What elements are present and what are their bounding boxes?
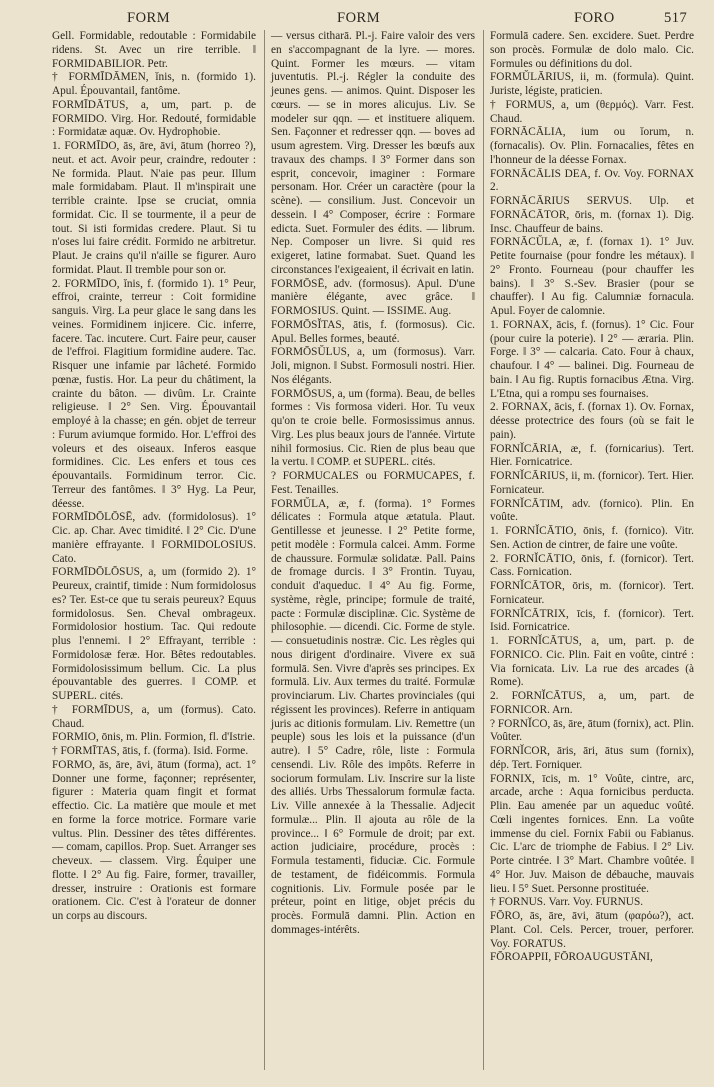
dictionary-entry: 1. FORNĬCĀTIO, ōnis, f. (fornico). Vitr. Sen. Action de cintrer, de faire une voûte. xyxy=(490,525,694,551)
dictionary-entry: † FORMUS, a, um (θερμός). Varr. Fest. Chaud. xyxy=(490,98,694,125)
dictionary-entry: FORMŌSUS, a, um (forma). Beau, de belles formes : Vis formosa videri. Hor. Tu veux qu'on te croie belle. Formosissimus annus. Virg. Les plus beaux jours de l'année. Virtute nihil formosius. Cic. Rien de plus beau que la vertu. ‖ COMP. et SUPERL. cités. xyxy=(271,387,475,469)
dictionary-entry: ? FORMUCALES ou FORMUCAPES, f. Fest. Tenailles. xyxy=(271,470,475,496)
dictionary-entry: FORMĪDŌLŌSUS, a, um (formido 2). 1° Peureux, craintif, timide : Num formidolosus es? Ter. Est-ce que tu serais peureux? Equus formidolosus. Sen. Cheval ombrageux. Formidolosior hostium. Tac. Qui redoute plus l'ennemi. ‖ 2° Effrayant, terrible : Formidolosæ feræ. Hor. Bêtes redoutables. Formidolosissimum bellum. Cic. La plus épouvantable des guerres. ‖ COMP. et SUPERL. cités. xyxy=(52,566,256,702)
dictionary-entry: FORNĬCĀTIM, adv. (fornico). Plin. En voûte. xyxy=(490,497,694,524)
dictionary-entry: FŌROAPPII, FŌROAUGUSTĀNI, xyxy=(490,951,653,964)
dictionary-entry: FORNĬCĀTOR, ōris, m. (fornicor). Tert. Fornicateur. xyxy=(490,580,694,606)
column-middle xyxy=(264,30,475,1070)
page-number: 517 xyxy=(664,10,688,26)
dictionary-entry: FORNĬCĀRIUS, ii, m. (fornicor). Tert. Hier. Fornicateur. xyxy=(490,470,694,496)
dictionary-entry: FORMŌSŬLUS, a, um (formosus). Varr. Joli, mignon. ‖ Subst. Formosuli nostri. Hier. Nos élégants. xyxy=(271,346,475,386)
dictionary-entry: FORNĬCĀTRIX, īcis, f. (fornicor). Tert. Isid. Fornicatrice. xyxy=(490,607,694,634)
dictionary-entry: ? FORNĬCO, ās, āre, ātum (fornix), act. Plin. Voûter. xyxy=(490,717,694,744)
running-head-right: FORO xyxy=(574,10,615,26)
dictionary-entry: FORMO, ās, āre, āvi, ātum (forma), act. 1° Donner une forme, façonner; représenter, figurer : Materia quam fingit et format effectio. Cic. La matière que moule et met en forme la force motrice. Formare varie vultus. Plin. Dessiner des têtes différentes. — comam, capillos. Prop. Suet. Arranger ses cheveux. — classem. Virg. Équiper une flotte. ‖ 2° Au fig. Faire, former, travailler, dresser, instruire : Orationis est formare orationem. Cic. C'est à l'orateur de donner un corps au discours. xyxy=(52,758,256,922)
dictionary-entry: 1. FORMĪDO, ās, āre, āvi, ātum (horreo ?), neut. et act. Avoir peur, craindre, redouter : Ne formida. Plaut. N'aie pas peur. Illum male formidabam. Plaut. Il m'inspirait une terrible crainte. Ipse se cruciat, omnia formidat. Cic. Il se tourmente, il a peur de tout. Si isti formidas credere. Plaut. Si tu n'oses lui faire crédit. Formido ne arbitretur. Plaut. Je crains qu'il n'aille se figurer. Auro formidat. Plaut. Il tremble pour son or. xyxy=(52,140,256,276)
dictionary-entry: † FORMĪDUS, a, um (formus). Cato. Chaud. xyxy=(52,703,256,730)
dictionary-entry: 1. FORNAX, ācis, f. (fornus). 1° Cic. Four (pour cuire la poterie). ‖ 2° — ærariа. Plin. Forge. ‖ 3° — calcaria. Cato. Four à chaux, chaufour. ‖ 4° — balinei. Dig. Fourneau de bain. ‖ Au fig. Ruptis fornacibus Ætna. Virg. L'Etna, qui a rompu ses fournaises. xyxy=(490,318,694,400)
dictionary-entry: † FORMĪDĀMEN, ĭnis, n. (formido 1). Apul. Épouvantail, fantôme. xyxy=(52,71,256,97)
dictionary-entry: Formulā cadere. Sen. excidere. Suet. Perdre son procès. Formulæ de dolo malo. Cic. Formules ou définitions du dol. xyxy=(490,30,694,70)
text-columns xyxy=(52,30,704,1070)
dictionary-entry: † FORMĪTAS, ātis, f. (forma). Isid. Forme. xyxy=(52,745,249,757)
dictionary-entry: 2. FORNĬCĀTUS, a, um, part. de FORNICOR. Arn. xyxy=(490,690,694,716)
dictionary-entry: FORNIX, īcis, m. 1° Voûte, cintre, arc, arcade, arche : Aqua fornicibus perducta. Plin. Eau amenée par un aqueduc voûté. Cœli ingentes fornices. Enn. La voûte immense du ciel. Fornix Fabii ou Fabianus. Cic. L'arc de triomphe de Fabius. ‖ 2° Liv. Porte cintrée. ‖ 3° Mart. Chambre voûtée. ‖ 4° Hor. Juv. Maison de débauche, mauvais lieu. ‖ 5° Suet. Personne prostituée. xyxy=(490,772,694,895)
dictionary-entry: Gell. Formidable, redoutable : Formidabile ridens. St. Avec un rire terrible. ‖ FORMIDABILIOR. Petr. xyxy=(52,30,256,70)
dictionary-entry: 1. FORNĬCĀTUS, a, um, part. p. de FORNICO. Cic. Plin. Fait en voûte, cintré : Via fornicata. Liv. La rue des arcades (à Rome). xyxy=(490,635,694,689)
dictionary-entry: FŌRO, ās, āre, āvi, ātum (φαρόω?), act. Plant. Col. Cels. Percer, trouer, perforer. Voy. FORATUS. xyxy=(490,910,694,950)
dictionary-entry: FORNĀCŬLA, æ, f. (fornax 1). 1° Juv. Petite fournaise (pour fondre les métaux). ‖ 2° Fronto. Fourneau (pour chauffer les bains). ‖ 3° S.-Sev. Brasier (pour se chauffer). ‖ Au fig. Calumniæ fornacula. Apul. Foyer de calomnie. xyxy=(490,236,694,317)
dictionary-entry: — versus citharā. Pl.-j. Faire valoir des vers en s'accompagnant de la lyre. — mores. Quint. Former les mœurs. — vitam juventutis. Pl.-j. Régler la conduite des jeunes gens. — animos. Quint. Disposer les cœurs. — se in mores alicujus. Liv. Se modeler sur qqn. — et instituere aliquem. Sen. Façonner et redresser qqn. — boves ad usum agrestem. Virg. Dresser les bœufs aux travaux des champs. ‖ 3° Former dans son esprit, concevoir, imaginer : Formare personam. Hor. Créer un caractère (pour la scène). — consilium. Just. Concevoir un dessein. ‖ 4° Composer, écrire : Formare edicta. Suet. Formuler des édits. — librum. Nep. Composer un livre. Si quid res exigeret, latine formabat. Suet. Quand les circonstances l'exigeaient, il écrivait en latin. xyxy=(271,30,475,276)
dictionary-entry: 2. FORNĬCĀTIO, ōnis, f. (fornicor). Tert. Cass. Fornication. xyxy=(490,552,694,579)
column-left xyxy=(52,30,256,1070)
dictionary-entry: FORMŌSĒ, adv. (formosus). Apul. D'une manière élégante, avec grâce. ‖ FORMOSIUS. Quint. — ISSIME. Aug. xyxy=(271,277,475,317)
dictionary-entry: † FORNUS. Varr. Voy. FURNUS. xyxy=(490,896,644,909)
dictionary-entry: FORMŬLĀRIUS, ii, m. (formula). Quint. Juriste, légiste, praticien. xyxy=(490,71,694,97)
dictionary-entry: FORNĀCĀLIA, ium ou ĭorum, n. (fornacalis). Ov. Plin. Fornacalies, fêtes en l'honneur de la déesse Fornax. xyxy=(490,126,694,166)
running-head-middle: FORM xyxy=(337,10,381,26)
column-right xyxy=(483,30,694,1070)
running-head-left: FORM xyxy=(127,10,171,26)
dictionary-entry: FORNĀCĀRIUS SERVUS. Ulp. et FORNĀCĀTOR, ōris, m. (fornax 1). Dig. Insc. Chauffeur de bains. xyxy=(490,195,694,235)
dictionary-entry: FORNĬCOR, āris, āri, ātus sum (fornix), dép. Tert. Forniquer. xyxy=(490,745,694,771)
dictionary-entry: FORMĪDŌLŌSĒ, adv. (formidolosus). 1° Cic. ap. Char. Avec timidité. ‖ 2° Cic. D'une manière effrayante. ‖ FORMIDOLOSIUS. Cato. xyxy=(52,511,256,565)
dictionary-entry: FORMŬLA, æ, f. (forma). 1° Formes délicates : Formula atque ætatula. Plaut. Gentillesse et jeunesse. ‖ 2° Petite forme, petit modèle : Formula calcei. Amm. Forme de chaussure. Formulæ solidatæ. Pall. Pains de fromage durcis. ‖ 3° Frontin. Tuyau, conduit d'aqueduc. ‖ 4° Au fig. Forme, système, règle, principe; formule de traité, pacte : Formulæ disciplinæ. Cic. Système de philosophie. — dicendi. Cic. Forme de style. — consuetudinis nostræ. Cic. Les règles qui nous dirigent d'ordinaire. Vivere ex suā formulā. Sen. Vivre d'après ses principes. Ex formulā. Liv. Aux termes du traité. Formulæ provinciarum. Liv. Chartes provinciales (qui régissent les provinces). Referre in antiquam juris ac ditionis formulam. Liv. Remettre (un peuple) sous les lois et la puissance (d'un autre). ‖ 5° Cadre, rôle, liste : Formula censendi. Liv. Rôle des impôts. Referre in sociorum formulam. Liv. Inscrire sur la liste des alliés. Urbs Thessalorum formulæ facta. Liv. Ville annexée à la Thessalie. Adjecit formulæ... Plin. Il ajouta au rôle de la province... ‖ 6° Formule de droit; par ext. action judiciaire, procédure, procès : Formula testamenti, fiduciæ. Cic. Formule de testament, de fidéicommis. Formula cognitionis. Liv. Formule posée par le préteur, point en litige, objet précis du procès. Formulā damni. Plin. Action en dommages-intérêts. xyxy=(271,497,475,936)
dictionary-entry: FORMŌSĬTAS, ātis, f. (formosus). Cic. Apul. Belles formes, beauté. xyxy=(271,318,475,345)
dictionary-entry: FORMIO, ōnis, m. Plin. Formion, fl. d'Istrie. xyxy=(52,731,256,744)
dictionary-entry: FORMĪDĀTUS, a, um, part. p. de FORMIDO. Virg. Hor. Redouté, formidable : Formidatæ aquæ. Ov. Hydrophobie. xyxy=(52,98,256,139)
dictionary-entry: 2. FORMĪDO, ĭnis, f. (formido 1). 1° Peur, effroi, crainte, terreur : Coit formidine sanguis. Virg. La peur glace le sang dans les veines. Formidinem injicere. Cic. inferre, facere. Tac. incutere. Curt. Faire peur, causer de l'effroi. Flagitium formidine audere. Tac. Risquer une infamie par lâcheté. Formido pœnæ, fustis. Hor. La peur du châtiment, la crainte du bâton. — divûm. Lr. Crainte religieuse. ‖ 2° Sen. Virg. Épouvantail employé à la chasse; en gén. objet de terreur : Furum aviumque formido. Hor. L'effroi des voleurs et des oiseaux. Inferos easque formidines. Cic. Les enfers et tous ces épouvantails. Formidinum terror. Cic. Terreur des fantômes. ‖ 3° Hyg. La Peur, déesse. xyxy=(52,277,256,510)
dictionary-entry: 2. FORNAX, ācis, f. (fornax 1). Ov. Fornax, déesse protectrice des fours (où se fait le pain). xyxy=(490,401,694,441)
dictionary-entry: FORNĬCĀRIA, æ, f. (fornicarius). Tert. Hier. Fornicatrice. xyxy=(490,442,694,469)
running-header xyxy=(52,6,704,28)
dictionary-entry: FORNĀCĀLIS DEA, f. Ov. Voy. FORNAX 2. xyxy=(490,167,694,194)
